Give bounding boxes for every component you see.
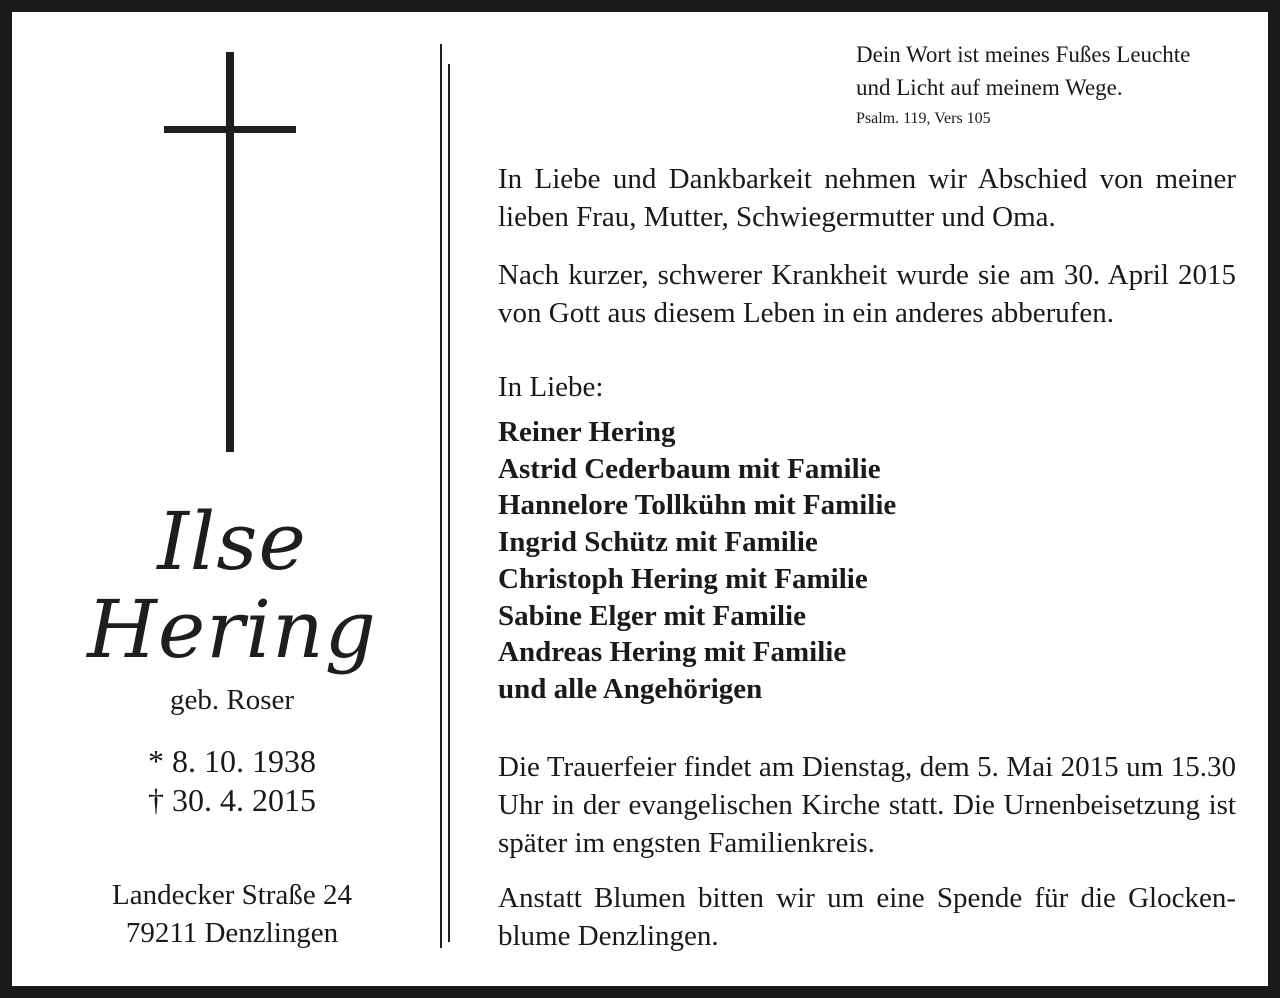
death-date: † 30. 4. 2015 (148, 782, 316, 818)
verse-line: Dein Wort ist meines Fußes Leuchte (856, 42, 1191, 67)
mourner-name: und alle Angehörigen (498, 672, 763, 705)
deceased-first-name: Ilse (157, 495, 307, 588)
cross-icon (226, 52, 234, 452)
bible-verse (856, 38, 1256, 130)
cross-icon-bar (164, 126, 296, 133)
mourner-name: Christoph Hering mit Familie (498, 562, 868, 595)
divider-line (440, 44, 442, 948)
mourners-list (498, 414, 1236, 708)
farewell-paragraph: In Liebe und Dankbarkeit nehmen wir Abschied von meiner lieben Frau, Mutter, Schwiegermutter und Oma. (498, 163, 1236, 233)
verse-source: Psalm. 119, Vers 105 (856, 110, 991, 127)
address-city: 79211 Denzlingen (125, 917, 339, 949)
mourner-name: Ingrid Schütz mit Familie (498, 526, 818, 559)
mourner-name: Reiner Hering (498, 416, 676, 448)
death-notice-paragraph: Nach kurzer, schwerer Krankheit wurde sie am 30. April 2015 von Gott aus diesem Leben in ein anderes abberufen. (498, 259, 1236, 329)
address (52, 876, 412, 952)
birth-date: * 8. 10. 1938 (148, 743, 316, 779)
birth-name: geb. Roser (169, 684, 295, 716)
mourner-name: Hannelore Tollkühn mit Familie (498, 489, 897, 522)
donation-paragraph: Anstatt Blumen bitten wir um eine Spende für die Glockenblume Denzlingen. (498, 882, 1236, 952)
obituary-notice (12, 12, 1268, 986)
mourner-name: Sabine Elger mit Familie (498, 599, 806, 632)
in-love-heading: In Liebe: (498, 371, 604, 403)
funeral-info-paragraph: Die Trauerfeier findet am Dienstag, dem 5. Mai 2015 um 15.30 Uhr in der evangelischen Kirche statt. Die Urnenbeisetzung ist später im engsten Familienkreis. (498, 751, 1236, 859)
address-street: Landecker Straße 24 (112, 879, 352, 911)
deceased-last-name: Hering (87, 583, 377, 676)
life-dates (72, 742, 392, 820)
mourner-name: Andreas Hering mit Familie (498, 636, 847, 669)
divider-line (448, 64, 450, 942)
verse-line: und Licht auf meinem Wege. (856, 75, 1123, 100)
mourner-name: Astrid Cederbaum mit Familie (498, 452, 881, 485)
